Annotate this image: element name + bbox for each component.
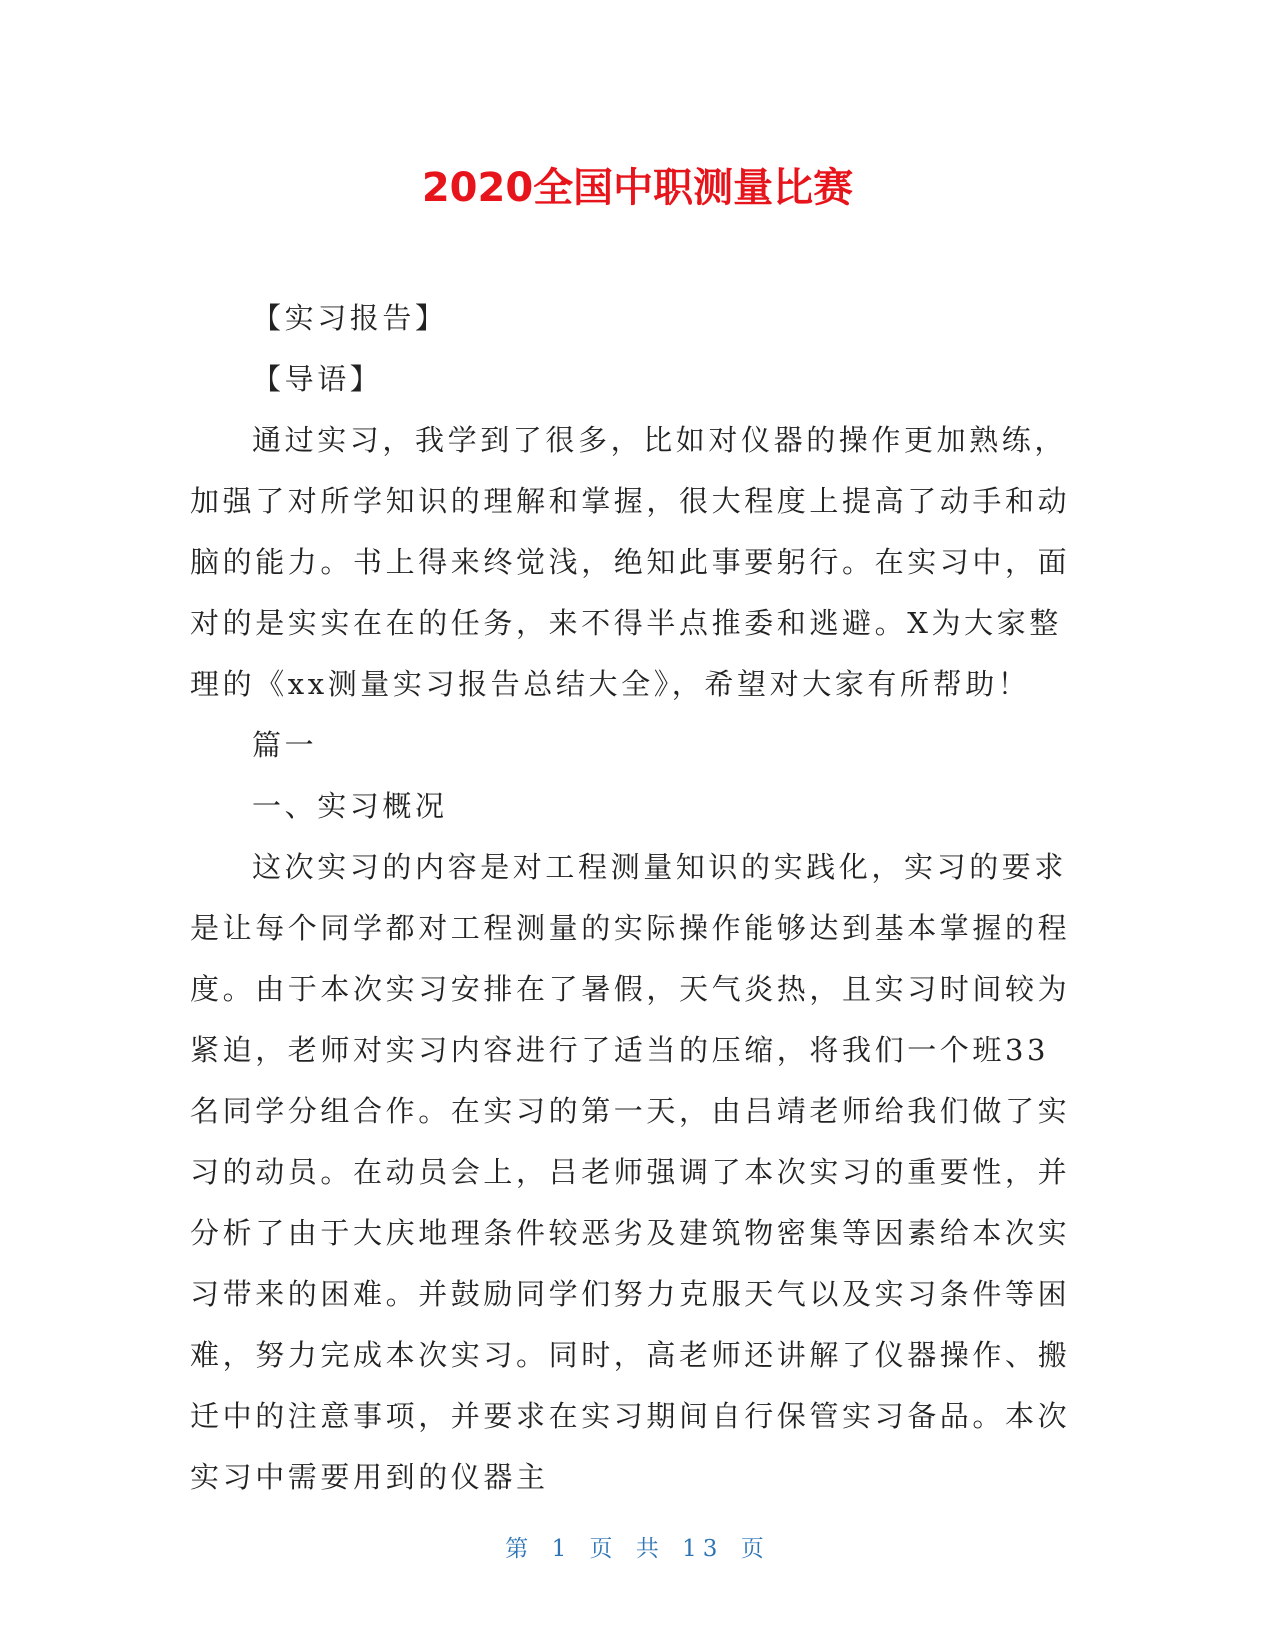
document-title: 2020全国中职测量比赛	[421, 165, 854, 211]
section-heading: 一、实习概况	[252, 789, 448, 823]
intro-heading: 【导语】	[252, 362, 383, 396]
intro-paragraph: 通过实习，我学到了很多，比如对仪器的操作更加熟练，加强了对所学知识的理解和掌握，很大程度上提高了动手和动脑的能力。书上得来终觉浅，绝知此事要躬行。在实习中，面对的是实实在在的任务，来不得半点推委和逃避。X为大家整理的《xx测量实习报告总结大全》，希望对大家有所帮助！	[190, 423, 1071, 701]
report-heading: 【实习报告】	[252, 301, 448, 335]
document-body	[190, 288, 1080, 1508]
overview-paragraph: 这次实习的内容是对工程测量知识的实践化，实习的要求是让每个同学都对工程测量的实际操作能够达到基本掌握的程度。由于本次实习安排在了暑假，天气炎热，且实习时间较为紧迫，老师对实习内容进行了适当的压缩，将我们一个班33名同学分组合作。在实习的第一天，由吕靖老师给我们做了实习的动员。在动员会上，吕老师强调了本次实习的重要性，并分析了由于大庆地理条件较恶劣及建筑物密集等因素给本次实习带来的困难。并鼓励同学们努力克服天气以及实习条件等困难，努力完成本次实习。同时，高老师还讲解了仪器操作、搬迁中的注意事项，并要求在实习期间自行保管实习备品。本次实习中需要用到的仪器主	[190, 850, 1071, 1494]
part-heading: 篇一	[252, 728, 318, 762]
page-number-footer: 第 1 页 共 13 页	[505, 1536, 770, 1562]
